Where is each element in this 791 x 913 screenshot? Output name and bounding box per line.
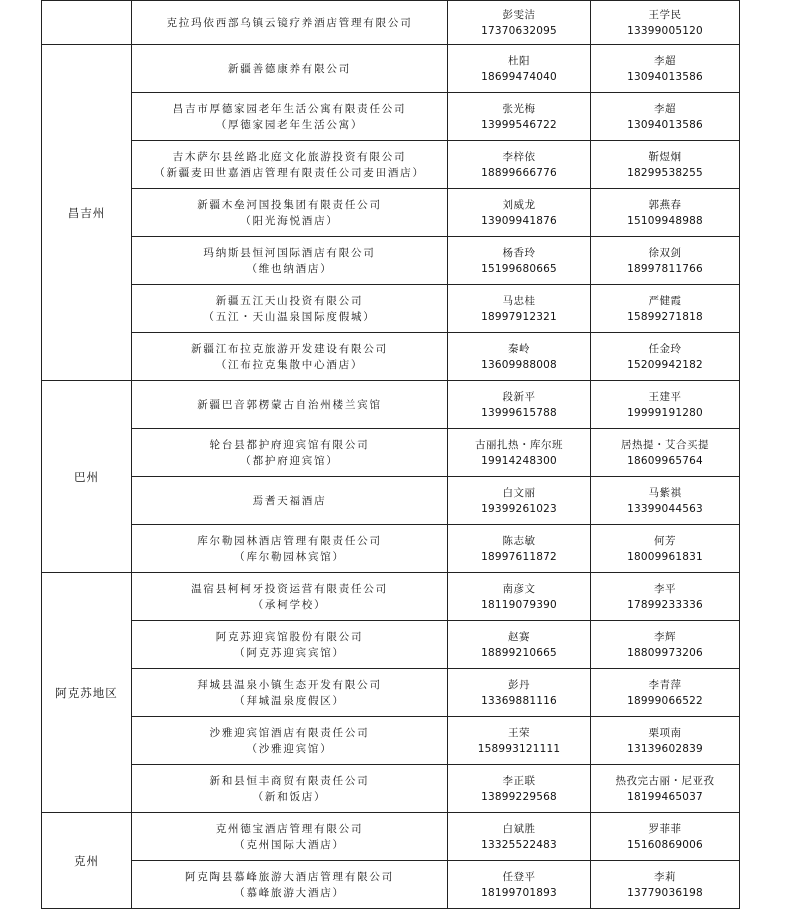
table-row <box>42 717 740 765</box>
contact-secondary-cell <box>591 141 740 189</box>
contact-name: 郭燕春 <box>648 198 682 211</box>
contact-phone: 18809973206 <box>627 646 703 659</box>
table-row <box>42 333 740 381</box>
company-name-line: 阿克苏迎宾馆股份有限公司 <box>215 630 364 643</box>
contact-name: 马忠桂 <box>502 294 536 307</box>
company-name-line: 克州德宝酒店管理有限公司 <box>215 822 364 835</box>
contact-name: 赵赛 <box>508 630 530 643</box>
contact-secondary-cell <box>591 669 740 717</box>
company-name-line: 轮台县都护府迎宾馆有限公司 <box>209 438 370 451</box>
company-name-line: （新和饭店） <box>252 790 327 803</box>
contact-secondary-cell <box>591 621 740 669</box>
table-row <box>42 285 740 333</box>
contact-name: 李莉 <box>654 870 676 883</box>
contact-secondary-cell <box>591 1 740 45</box>
contact-name: 热孜完古丽・尼亚孜 <box>615 774 715 787</box>
table-row <box>42 429 740 477</box>
company-cell <box>132 93 448 141</box>
contact-phone: 13094013586 <box>627 70 703 83</box>
contact-name: 徐双剑 <box>648 246 682 259</box>
contact-phone: 15199680665 <box>481 262 557 275</box>
contact-primary-cell <box>448 669 591 717</box>
company-name-line: 新疆木垒河国投集团有限责任公司 <box>197 198 382 211</box>
contact-primary-cell <box>448 381 591 429</box>
region-cell: 克州 <box>42 813 132 909</box>
contact-primary-cell <box>448 861 591 909</box>
company-name-line: （库尔勒园林宾馆） <box>234 550 345 563</box>
contact-phone: 18009961831 <box>627 550 703 563</box>
contact-phone: 13399005120 <box>627 24 703 37</box>
table-row <box>42 765 740 813</box>
contact-name: 古丽扎热・库尔班 <box>475 438 563 451</box>
contact-name: 马紫祺 <box>648 486 682 499</box>
company-cell <box>132 285 448 333</box>
contact-phone: 18199701893 <box>481 886 557 899</box>
company-name-line: 昌吉市厚德家园老年生活公寓有限责任公司 <box>172 102 407 115</box>
contact-primary-cell <box>448 621 591 669</box>
contact-phone: 13139602839 <box>627 742 703 755</box>
contact-name: 任登平 <box>502 870 536 883</box>
table-row <box>42 525 740 573</box>
contact-phone: 158993121111 <box>477 742 561 755</box>
contact-secondary-cell <box>591 477 740 525</box>
table-row <box>42 861 740 909</box>
contact-secondary-cell <box>591 573 740 621</box>
contact-primary-cell <box>448 93 591 141</box>
company-cell <box>132 1 448 45</box>
contact-name: 任金玲 <box>648 342 682 355</box>
contact-phone: 19399261023 <box>481 502 557 515</box>
contact-phone: 18609965764 <box>627 454 703 467</box>
company-cell <box>132 381 448 429</box>
company-name-line: （承柯学校） <box>252 598 327 611</box>
company-cell <box>132 189 448 237</box>
contact-primary-cell <box>448 765 591 813</box>
contact-name: 李平 <box>654 582 676 595</box>
company-name-line: （新疆麦田世嘉酒店管理有限责任公司麦田酒店） <box>154 166 425 179</box>
table-row <box>42 141 740 189</box>
contact-phone: 18899666776 <box>481 166 557 179</box>
company-name-line: （五江・天山温泉国际度假城） <box>203 310 376 323</box>
contact-primary-cell <box>448 813 591 861</box>
contact-name: 段新平 <box>502 390 536 403</box>
contact-phone: 13369881116 <box>481 694 557 707</box>
contact-secondary-cell <box>591 429 740 477</box>
contact-primary-cell <box>448 477 591 525</box>
company-cell <box>132 621 448 669</box>
table-row <box>42 477 740 525</box>
table-row <box>42 621 740 669</box>
contact-phone: 17370632095 <box>481 24 557 37</box>
contact-secondary-cell <box>591 237 740 285</box>
contact-secondary-cell <box>591 765 740 813</box>
contact-name: 严健霞 <box>648 294 682 307</box>
company-cell <box>132 669 448 717</box>
table-row <box>42 813 740 861</box>
contact-phone: 15899271818 <box>627 310 703 323</box>
contact-name: 白文丽 <box>502 486 536 499</box>
company-name-line: 克拉玛依西部乌镇云镜疗养酒店管理有限公司 <box>166 16 413 29</box>
contact-primary-cell <box>448 189 591 237</box>
contact-primary-cell <box>448 429 591 477</box>
contact-phone: 13999615788 <box>481 406 557 419</box>
contact-phone: 18997611872 <box>481 550 557 563</box>
company-name-line: 吉木萨尔县丝路北庭文化旅游投资有限公司 <box>172 150 407 163</box>
contact-name: 李超 <box>654 102 676 115</box>
contact-phone: 13999546722 <box>481 118 557 131</box>
company-cell <box>132 45 448 93</box>
contact-phone: 15160869006 <box>627 838 703 851</box>
contact-secondary-cell <box>591 45 740 93</box>
contact-primary-cell <box>448 45 591 93</box>
contact-name: 居热提・艾合买提 <box>621 438 709 451</box>
contact-name: 李正联 <box>502 774 536 787</box>
contact-phone: 18299538255 <box>627 166 703 179</box>
contact-phone: 17899233336 <box>627 598 703 611</box>
contact-secondary-cell <box>591 861 740 909</box>
table-row <box>42 237 740 285</box>
contact-phone: 13094013586 <box>627 118 703 131</box>
contact-phone: 19999191280 <box>627 406 703 419</box>
company-name-line: 新疆善德康养有限公司 <box>228 62 351 75</box>
company-name-line: 沙雅迎宾馆酒店有限责任公司 <box>209 726 370 739</box>
contact-primary-cell <box>448 237 591 285</box>
region-cell: 巴州 <box>42 381 132 573</box>
contact-name: 李超 <box>654 54 676 67</box>
company-name-line: 焉耆天福酒店 <box>252 494 327 507</box>
table-row <box>42 573 740 621</box>
contact-phone: 19914248300 <box>481 454 557 467</box>
contact-phone: 18997912321 <box>481 310 557 323</box>
table-row <box>42 669 740 717</box>
contact-name: 靳煜炯 <box>648 150 682 163</box>
company-cell <box>132 765 448 813</box>
contact-phone: 13399044563 <box>627 502 703 515</box>
contact-secondary-cell <box>591 93 740 141</box>
contact-table <box>41 0 740 909</box>
contact-phone: 15109948988 <box>627 214 703 227</box>
company-name-line: 拜城县温泉小镇生态开发有限公司 <box>197 678 382 691</box>
table-row <box>42 45 740 93</box>
company-name-line: （阳光海悦酒店） <box>240 214 339 227</box>
company-name-line: （都护府迎宾馆） <box>240 454 339 467</box>
contact-name: 李梓依 <box>502 150 536 163</box>
contact-phone: 18699474040 <box>481 70 557 83</box>
company-cell <box>132 573 448 621</box>
region-cell: 阿克苏地区 <box>42 573 132 813</box>
company-name-line: （沙雅迎宾馆） <box>246 742 333 755</box>
company-name-line: （克州国际大酒店） <box>234 838 345 851</box>
contact-secondary-cell <box>591 333 740 381</box>
table-row <box>42 381 740 429</box>
contact-phone: 13325522483 <box>481 838 557 851</box>
contact-name: 南彦文 <box>502 582 536 595</box>
company-name-line: 新疆五江天山投资有限公司 <box>215 294 364 307</box>
contact-primary-cell <box>448 525 591 573</box>
table-row <box>42 189 740 237</box>
contact-name: 张光梅 <box>502 102 536 115</box>
contact-secondary-cell <box>591 189 740 237</box>
company-cell <box>132 525 448 573</box>
company-name-line: 阿克陶县慕峰旅游大酒店管理有限公司 <box>184 870 395 883</box>
company-name-line: （厚德家园老年生活公寓） <box>215 118 364 131</box>
contact-phone: 18997811766 <box>627 262 703 275</box>
contact-phone: 18119079390 <box>481 598 557 611</box>
contact-phone: 18899210665 <box>481 646 557 659</box>
contact-name: 罗菲菲 <box>648 822 682 835</box>
company-name-line: 温宿县柯柯牙投资运营有限责任公司 <box>191 582 388 595</box>
company-name-line: 玛纳斯县恒河国际酒店有限公司 <box>203 246 376 259</box>
company-cell <box>132 237 448 285</box>
contact-name: 杨香玲 <box>502 246 536 259</box>
region-cell <box>42 1 132 45</box>
contact-secondary-cell <box>591 285 740 333</box>
contact-name: 李辉 <box>654 630 676 643</box>
contact-name: 彭雯洁 <box>502 8 536 21</box>
contact-primary-cell <box>448 333 591 381</box>
contact-name: 杜阳 <box>508 54 530 67</box>
contact-name: 何芳 <box>654 534 676 547</box>
company-name-line: 库尔勒园林酒店管理有限责任公司 <box>197 534 382 547</box>
table-row <box>42 1 740 45</box>
contact-name: 刘威龙 <box>502 198 536 211</box>
contact-primary-cell <box>448 573 591 621</box>
contact-secondary-cell <box>591 813 740 861</box>
contact-primary-cell <box>448 1 591 45</box>
contact-name: 李青萍 <box>648 678 682 691</box>
company-name-line: 新疆江布拉克旅游开发建设有限公司 <box>191 342 388 355</box>
contact-primary-cell <box>448 285 591 333</box>
contact-primary-cell <box>448 717 591 765</box>
contact-secondary-cell <box>591 525 740 573</box>
company-name-line: 新疆巴音郭楞蒙古自治州楼兰宾馆 <box>197 398 382 411</box>
table-row <box>42 93 740 141</box>
contact-name: 王学民 <box>648 8 682 21</box>
table-body <box>42 1 740 909</box>
contact-phone: 13909941876 <box>481 214 557 227</box>
contact-secondary-cell <box>591 717 740 765</box>
company-cell <box>132 429 448 477</box>
company-name-line: （阿克苏迎宾宾馆） <box>234 646 345 659</box>
contact-primary-cell <box>448 141 591 189</box>
company-cell <box>132 813 448 861</box>
contact-phone: 13779036198 <box>627 886 703 899</box>
contact-phone: 13899229568 <box>481 790 557 803</box>
contact-phone: 15209942182 <box>627 358 703 371</box>
contact-phone: 18199465037 <box>627 790 703 803</box>
company-cell <box>132 333 448 381</box>
contact-phone: 13609988008 <box>481 358 557 371</box>
contact-name: 王建平 <box>648 390 682 403</box>
contact-secondary-cell <box>591 381 740 429</box>
contact-phone: 18999066522 <box>627 694 703 707</box>
contact-name: 陈志敏 <box>502 534 536 547</box>
company-name-line: （江布拉克集散中心酒店） <box>215 358 364 371</box>
company-cell <box>132 141 448 189</box>
company-cell <box>132 861 448 909</box>
company-name-line: 新和县恒丰商贸有限责任公司 <box>209 774 370 787</box>
contact-name: 白斌胜 <box>502 822 536 835</box>
contact-name: 秦岭 <box>508 342 530 355</box>
company-cell <box>132 717 448 765</box>
company-name-line: （维也纳酒店） <box>246 262 333 275</box>
contact-name: 王荣 <box>508 726 530 739</box>
company-cell <box>132 477 448 525</box>
region-cell: 昌吉州 <box>42 45 132 381</box>
company-name-line: （慕峰旅游大酒店） <box>234 886 345 899</box>
contact-name: 栗项南 <box>648 726 682 739</box>
company-name-line: （拜城温泉度假区） <box>234 694 345 707</box>
contact-name: 彭丹 <box>508 678 530 691</box>
